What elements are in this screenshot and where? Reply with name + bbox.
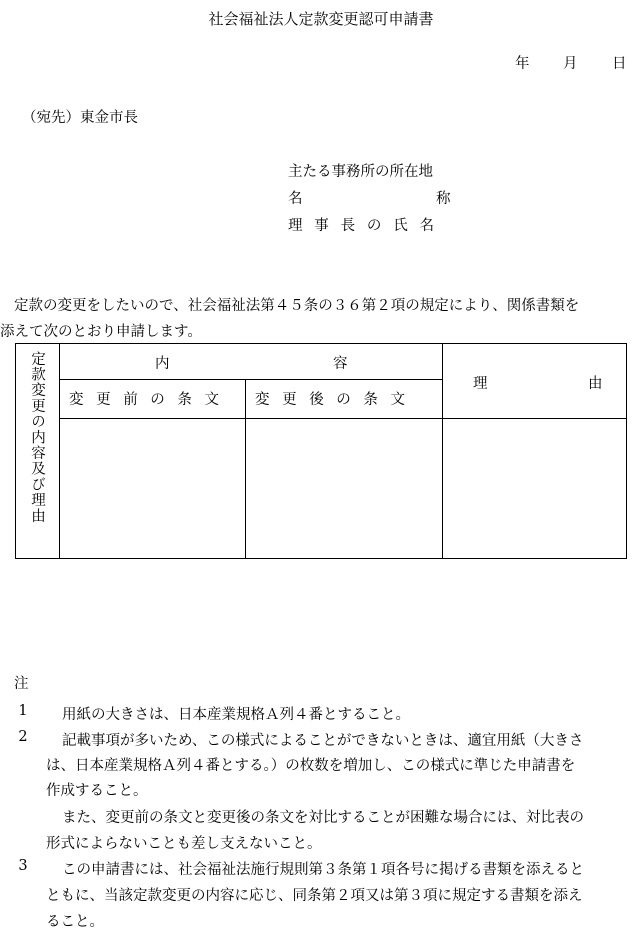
note-2-number: 2	[18, 729, 28, 745]
addressee: （宛先）東金市長	[22, 110, 138, 126]
reason-cell[interactable]	[443, 419, 626, 558]
note-1-number: 1	[18, 703, 28, 719]
note-2-line-4: また、変更前の条文と変更後の条文を対比することが困難な場合には、対比表の	[62, 810, 584, 826]
notes-title: 注	[14, 676, 29, 692]
note-1-text: 用紙の大きさは、日本産業規格Ａ列４番とすること。	[62, 707, 410, 723]
reason-header-char-2: 由	[588, 376, 603, 392]
intro-line-2: 添えて次のとおり申請します。	[0, 324, 202, 340]
corporation-name-label-char-1: 名	[288, 191, 303, 207]
date-year-label: 年	[515, 56, 530, 72]
note-2-line-5: 形式によらないことも差し支えないこと。	[46, 836, 322, 852]
reason-header-char-1: 理	[473, 376, 488, 392]
table-border-top	[15, 343, 627, 344]
side-label-vertical: 定款変更の内容及び理由	[29, 351, 45, 524]
document-title: 社会福祉法人定款変更認可申請書	[208, 10, 434, 28]
note-3-line-1: この申請書には、社会福祉法施行規則第３条第１項各号に掲げる書類を添えると	[62, 862, 584, 878]
date-month-label: 月	[563, 56, 578, 72]
note-3-number: 3	[18, 858, 28, 874]
office-address-label: 主たる事務所の所在地	[288, 164, 433, 180]
note-2-line-3: 作成すること。	[46, 783, 148, 799]
note-3-line-3: ること。	[46, 914, 104, 930]
content-header-char-1: 内	[155, 356, 170, 372]
note-3-line-2: ともに、当該定款変更の内容に応じ、同条第２項又は第３項に規定する書類を添え	[46, 888, 583, 904]
content-header-char-2: 容	[333, 356, 348, 372]
after-article-cell[interactable]	[246, 419, 442, 558]
corporation-name-label-char-2: 称	[436, 191, 451, 207]
amendment-table	[15, 343, 627, 559]
note-2-line-2: は、日本産業規格Ａ列４番とする。）の枚数を増加し、この様式に準じた申請書を	[46, 758, 576, 774]
representative-name-label: 理事長の氏名	[288, 218, 446, 234]
date-day-label: 日	[612, 56, 627, 72]
table-border-right	[626, 343, 627, 559]
table-divider-content-header	[59, 379, 443, 380]
after-article-header: 変更後の条文	[255, 392, 418, 408]
before-article-header: 変更前の条文	[69, 392, 232, 408]
table-border-bottom	[15, 558, 627, 559]
before-article-cell[interactable]	[60, 419, 245, 558]
intro-line-1: 定款の変更をしたいので、社会福祉法第４５条の３６第２項の規定により、関係書類を	[14, 298, 580, 314]
note-2-line-1: 記載事項が多いため、この様式によることができないときは、適宜用紙（大きさ	[62, 733, 584, 749]
